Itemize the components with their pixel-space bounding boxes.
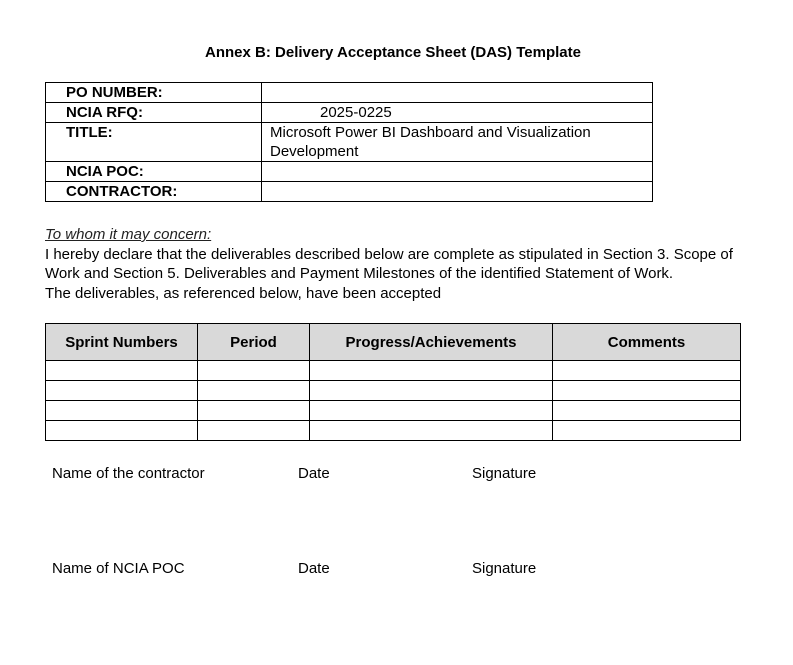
poc-date-label: Date (298, 560, 330, 577)
table-cell[interactable] (310, 421, 553, 441)
table-cell[interactable] (198, 401, 310, 421)
table-row (46, 162, 653, 182)
table-row (46, 182, 653, 202)
table-cell[interactable] (46, 381, 198, 401)
table-cell[interactable] (553, 381, 741, 401)
document-title: Annex B: Delivery Acceptance Sheet (DAS) Template (205, 44, 581, 61)
title-label: TITLE: (46, 123, 262, 162)
rfq-label: NCIA RFQ: (46, 103, 262, 123)
info-table (45, 82, 653, 202)
header-period: Period (198, 324, 310, 361)
contractor-value (262, 182, 653, 202)
header-progress: Progress/Achievements (310, 324, 553, 361)
table-cell[interactable] (553, 401, 741, 421)
table-row (46, 123, 653, 162)
poc-signature-label: Signature (472, 560, 537, 577)
contractor-signature-label: Signature (472, 465, 537, 482)
accepted-text: The deliverables, as referenced below, have been accepted (45, 284, 442, 302)
table-row (46, 83, 653, 103)
table-cell[interactable] (198, 361, 310, 381)
poc-name-label: Name of NCIA POC (52, 560, 185, 577)
table-cell[interactable] (198, 381, 310, 401)
table-row (46, 361, 741, 381)
table-row (46, 401, 741, 421)
table-row (46, 103, 653, 123)
poc-value (262, 162, 653, 182)
header-sprint-numbers: Sprint Numbers (46, 324, 198, 361)
rfq-value: 2025-0225 (262, 103, 653, 123)
po-number-value (262, 83, 653, 103)
table-row (46, 381, 741, 401)
po-number-label: PO NUMBER: (46, 83, 262, 103)
header-comments: Comments (553, 324, 741, 361)
table-cell[interactable] (198, 421, 310, 441)
table-header-row (46, 324, 741, 361)
table-cell[interactable] (46, 361, 198, 381)
table-cell[interactable] (310, 361, 553, 381)
table-cell[interactable] (46, 421, 198, 441)
intro-section (45, 225, 745, 303)
declaration-text: I hereby declare that the deliverables described below are complete as stipulated in Section 3. Scope of Work and Section 5. Deliverables and Payment Milestones of the identified Statement of Work. (45, 245, 733, 282)
contractor-date-label: Date (298, 465, 330, 482)
greeting: To whom it may concern: (45, 226, 212, 243)
title-value: Microsoft Power BI Dashboard and Visualization Development (262, 123, 653, 162)
table-row (46, 421, 741, 441)
table-cell[interactable] (553, 421, 741, 441)
contractor-name-label: Name of the contractor (52, 465, 205, 482)
contractor-label: CONTRACTOR: (46, 182, 262, 202)
poc-label: NCIA POC: (46, 162, 262, 182)
table-cell[interactable] (310, 381, 553, 401)
table-cell[interactable] (46, 401, 198, 421)
deliverables-table (45, 323, 741, 441)
table-cell[interactable] (310, 401, 553, 421)
table-cell[interactable] (553, 361, 741, 381)
